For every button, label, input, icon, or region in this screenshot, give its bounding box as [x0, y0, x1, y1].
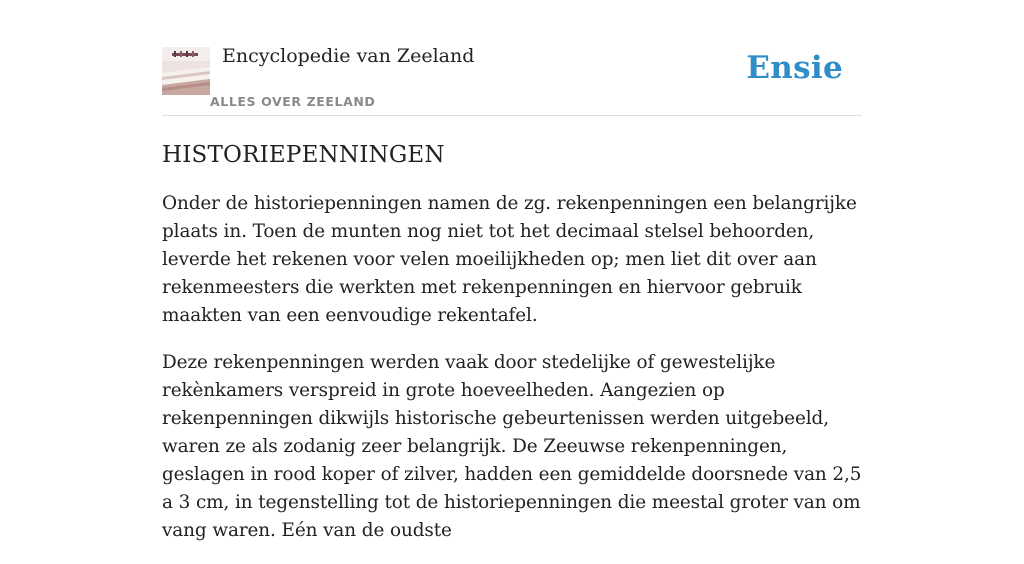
article-title: HISTORIEPENNINGEN [162, 142, 445, 168]
site-header [162, 0, 862, 116]
article [162, 140, 864, 564]
article-paragraph: Deze rekenpenningen werden vaak door stedelijke of gewestelijke rekènkamers verspreid in grote hoeveelheden. Aangezien op rekenpenningen dikwijls historische gebeurtenissen werden uitgebeeld, waren ze als zodanig zeer belangrijk. De Zeeuwse rekenpenningen, geslagen in rood koper of zilver, hadden een gemiddelde doorsnede van 2,5 a 3 cm, in tegenstelling tot de historiepenningen die meestal groter van om vang waren. Eén van de oudste [162, 352, 862, 541]
site-title-link[interactable]: Encyclopedie van Zeeland [222, 45, 475, 67]
book-stack-image [162, 47, 210, 95]
article-paragraph: Onder de historiepenningen namen de zg. rekenpenningen een belangrijke plaats in. Toen de munten nog niet tot het decimaal stelsel behoorden, leverde het rekenen voor velen moeilijkheden op; men liet dit over aan rekenmeesters die werkten met rekenpenningen en hiervoor gebruik maakten van een eenvoudige rekentafel. [162, 193, 857, 326]
encyclopedia-avatar[interactable] [162, 47, 210, 95]
ensie-logo-link[interactable]: Ensie [746, 50, 843, 86]
site-tagline: ALLES OVER ZEELAND [210, 94, 376, 109]
